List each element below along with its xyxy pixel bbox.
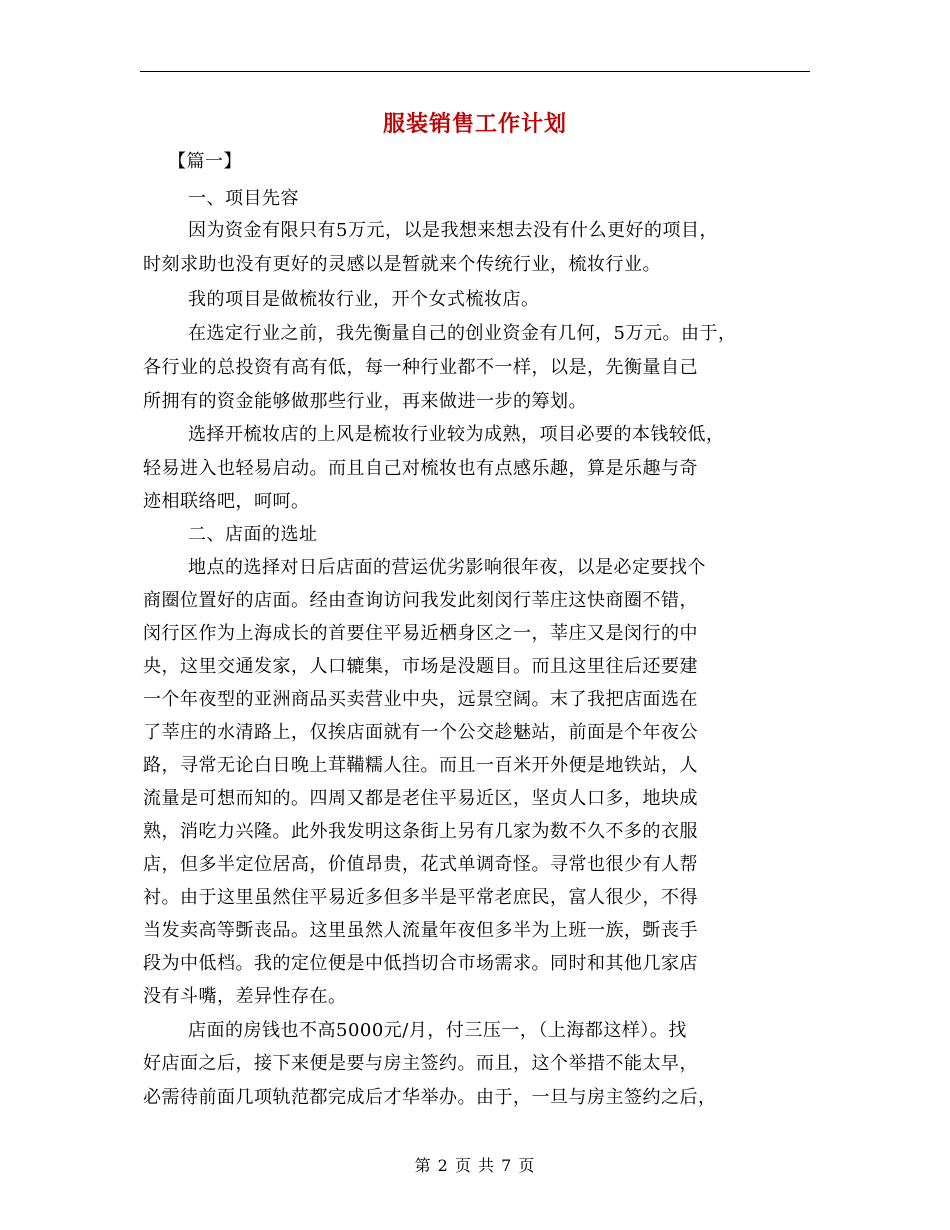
paragraph-line: 了莘庄的水清路上，仅挨店面就有一个公交趁魅站，前面是个年夜公 xyxy=(143,722,698,743)
paragraph-line: 在选定行业之前，我先衡量自己的创业资金有几何，5万元。由于， xyxy=(188,323,737,344)
paragraph-line: 必需待前面几项轨范都完成后才华举办。由于，一旦与房主签约之后， xyxy=(143,1087,717,1108)
paragraph-line: 当发卖高等斲丧品。这里虽然人流量年夜但多半为上班一族，斲丧手 xyxy=(143,920,698,941)
paragraph-line: 央，这里交通发家，人口辘集，市场是没题目。而且这里往后还要建 xyxy=(143,656,698,677)
subsection-heading: 二、店面的选址 xyxy=(188,524,318,545)
document-title: 服装销售工作计划 xyxy=(382,111,567,137)
paragraph-line: 因为资金有限只有5万元，以是我想来想去没有什么更好的项目， xyxy=(188,220,718,241)
paragraph-line: 地点的选择对日后店面的营运优劣影响很年夜，以是必定要找个 xyxy=(188,557,706,578)
paragraph-line: 路，寻常无论白日晚上茸鞴糯人往。而且一百米开外便是地铁站，人 xyxy=(143,755,698,776)
paragraph-line: 熟，消吃力兴隆。此外我发明这条街上另有几家为数不久不多的衣服 xyxy=(143,821,698,842)
paragraph-line: 各行业的总投资有高有低，每一种行业都不一样，以是，先衡量自己 xyxy=(143,357,698,378)
paragraph-line: 段为中低档。我的定位便是中低挡切合市场需求。同时和其他几家店 xyxy=(143,953,698,974)
section-heading: 【篇一】 xyxy=(168,151,242,172)
paragraph-line: 好店面之后，接下来便是要与房主签约。而且，这个举措不能太早， xyxy=(143,1053,698,1074)
paragraph-line: 闵行区作为上海成长的首要住平易近栖身区之一，莘庄又是闵行的中 xyxy=(143,623,698,644)
paragraph-line: 流量是可想而知的。四周又都是老住平易近区，坚贞人口多，地块成 xyxy=(143,788,698,809)
paragraph-line: 迹相联络吧，呵呵。 xyxy=(143,491,310,512)
paragraph-line: 没有斗嘴，差异性存在。 xyxy=(143,986,347,1007)
paragraph-line: 轻易进入也轻易启动。而且自己对梳妆也有点感乐趣，算是乐趣与奇 xyxy=(143,458,698,479)
paragraph-line: 店，但多半定位居高，价值昂贵，花式单调奇怪。寻常也很少有人帮 xyxy=(143,854,698,875)
paragraph-line: 我的项目是做梳妆行业，开个女式梳妆店。 xyxy=(188,289,540,310)
paragraph-line: 商圈位置好的店面。经由查询访问我发此刻闵行莘庄这快商圈不错， xyxy=(143,590,698,611)
paragraph-line: 选择开梳妆店的上风是梳妆行业较为成熟，项目必要的本钱较低， xyxy=(188,424,725,445)
subsection-heading: 一、项目先容 xyxy=(188,188,299,209)
paragraph-line: 店面的房钱也不高5000元/月，付三压一，（上海都这样）。找 xyxy=(188,1020,687,1041)
paragraph-line: 时刻求助也没有更好的灵感以是暂就来个传统行业，梳妆行业。 xyxy=(143,254,661,275)
page-number-footer: 第 2 页 共 7 页 xyxy=(414,1156,536,1175)
paragraph-line: 衬。由于这里虽然住平易近多但多半是平常老庶民，富人很少，不得 xyxy=(143,887,698,908)
header-rule xyxy=(140,71,810,72)
paragraph-line: 所拥有的资金能够做那些行业，再来做进一步的筹划。 xyxy=(143,391,587,412)
paragraph-line: 一个年夜型的亚洲商品买卖营业中央，远景空阔。末了我把店面选在 xyxy=(143,689,698,710)
